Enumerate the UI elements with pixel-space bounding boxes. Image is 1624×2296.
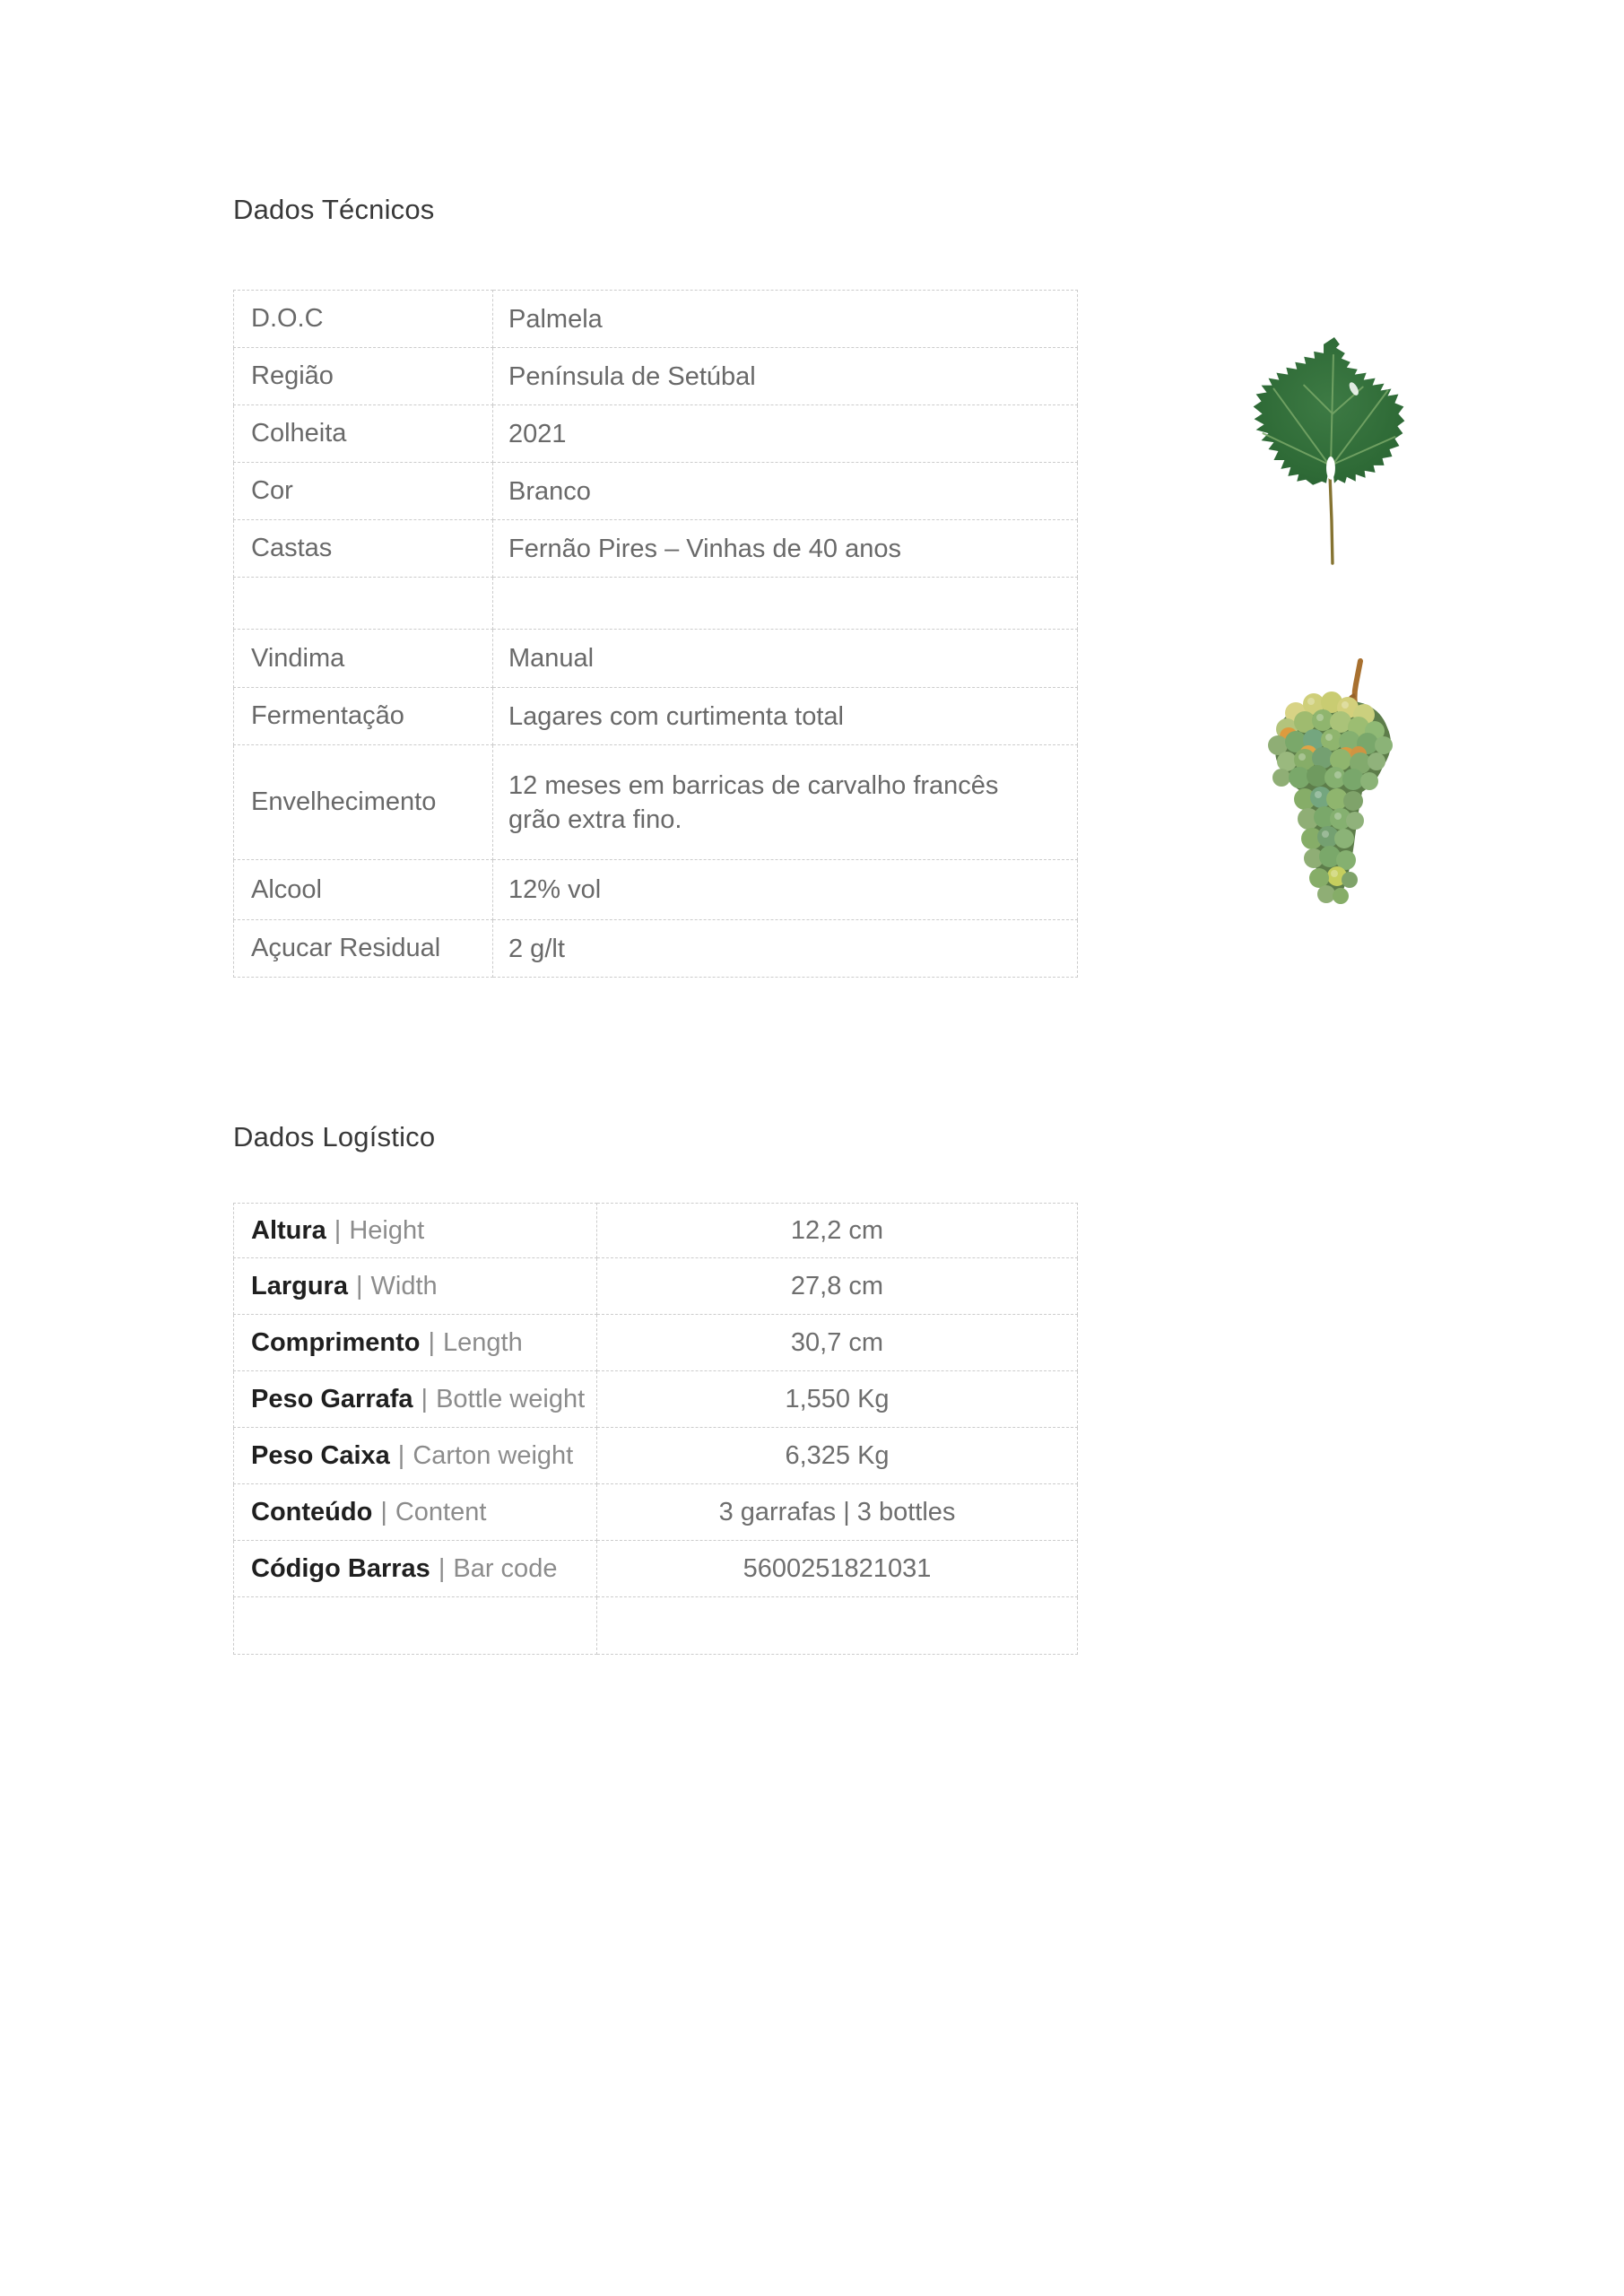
- table-row: [234, 463, 1078, 520]
- row-label: Conteúdo | Content: [234, 1484, 597, 1541]
- row-value: 6,325 Kg: [597, 1428, 1078, 1484]
- row-value: Manual: [493, 630, 1078, 688]
- grape-bunch-image: [1262, 657, 1396, 909]
- row-label: Colheita: [234, 405, 493, 463]
- row-label: Altura | Height: [234, 1204, 597, 1258]
- pipe-separator: |: [397, 1440, 405, 1470]
- row-label: Peso Garrafa | Bottle weight: [234, 1371, 597, 1428]
- table-row: [234, 688, 1078, 745]
- table-row: [234, 1428, 1078, 1484]
- row-value: 1,550 Kg: [597, 1371, 1078, 1428]
- row-label: Castas: [234, 520, 493, 578]
- table-row: [234, 348, 1078, 405]
- row-label: Cor: [234, 463, 493, 520]
- table-row: [234, 1371, 1078, 1428]
- table-row-empty: [234, 578, 1078, 630]
- row-label: Largura | Width: [234, 1258, 597, 1315]
- row-label: Alcool: [234, 860, 493, 920]
- row-label: Vindima: [234, 630, 493, 688]
- row-value: Lagares com curtimenta total: [493, 688, 1078, 745]
- row-label: [234, 1597, 597, 1655]
- row-value: Palmela: [493, 291, 1078, 348]
- table-row: [234, 1484, 1078, 1541]
- table-row: [234, 1204, 1078, 1258]
- table-row: [234, 1541, 1078, 1597]
- logistic-data-table: [233, 1203, 1078, 1655]
- table-row: [234, 1258, 1078, 1315]
- pipe-separator: |: [428, 1327, 436, 1357]
- pipe-separator: |: [438, 1553, 446, 1583]
- row-label: Código Barras | Bar code: [234, 1541, 597, 1597]
- row-label: D.O.C: [234, 291, 493, 348]
- row-value: 2 g/lt: [493, 920, 1078, 978]
- row-label: [234, 578, 493, 630]
- table-row: [234, 405, 1078, 463]
- row-value: 2021: [493, 405, 1078, 463]
- row-label: Açucar Residual: [234, 920, 493, 978]
- table-row: [234, 860, 1078, 920]
- pipe-separator: |: [355, 1271, 363, 1300]
- row-label: Fermentação: [234, 688, 493, 745]
- row-label: Região: [234, 348, 493, 405]
- row-label: Envelhecimento: [234, 745, 493, 860]
- pipe-separator: |: [334, 1215, 342, 1245]
- row-value: 27,8 cm: [597, 1258, 1078, 1315]
- technical-data-table: [233, 290, 1078, 978]
- row-value: [493, 578, 1078, 630]
- logistic-section-title: Dados Logístico: [233, 1121, 436, 1152]
- table-row: [234, 520, 1078, 578]
- row-value: Fernão Pires – Vinhas de 40 anos: [493, 520, 1078, 578]
- row-value: 3 garrafas | 3 bottles: [597, 1484, 1078, 1541]
- row-value: 5600251821031: [597, 1541, 1078, 1597]
- technical-section-title: Dados Técnicos: [233, 194, 435, 225]
- row-value: 12,2 cm: [597, 1204, 1078, 1258]
- row-value: 30,7 cm: [597, 1315, 1078, 1371]
- row-value: 12% vol: [493, 860, 1078, 920]
- row-value: 12 meses em barricas de carvalho francês grão extra fino.: [493, 745, 1078, 860]
- table-row: [234, 630, 1078, 688]
- table-row: [234, 920, 1078, 978]
- pipe-separator: |: [421, 1384, 429, 1413]
- row-value: Branco: [493, 463, 1078, 520]
- table-row: [234, 1315, 1078, 1371]
- row-value: Península de Setúbal: [493, 348, 1078, 405]
- row-label: Peso Caixa | Carton weight: [234, 1428, 597, 1484]
- table-row: [234, 291, 1078, 348]
- table-row: [234, 745, 1078, 860]
- row-value: [597, 1597, 1078, 1655]
- grape-leaf-image: [1246, 334, 1408, 574]
- table-row-empty: [234, 1597, 1078, 1655]
- row-label: Comprimento | Length: [234, 1315, 597, 1371]
- pipe-separator: |: [380, 1497, 387, 1526]
